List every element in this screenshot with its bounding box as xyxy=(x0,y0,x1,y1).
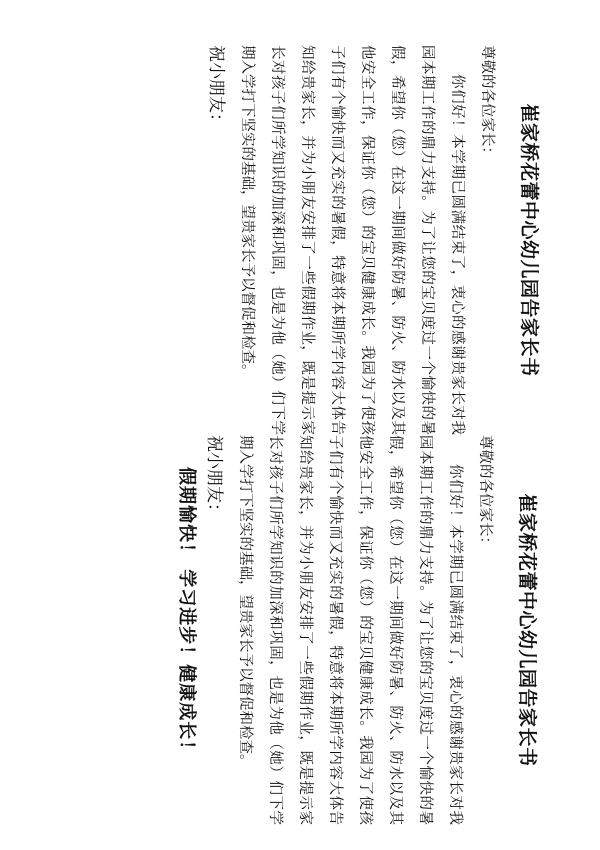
letter-body: 你们好！本学期已圆满结束了，衷心的感谢贵家长对我园本期工作的鼎力支持。为了让您的宝贝度过一个愉快的暑假，希望你（您）在这一期间做好防暑、防火、防水以及其他安全工作，保证你（您）的宝贝健康成长。我园为了使孩子们有个愉快而又充实的暑假，特意将本期所学内容大体告知给贵家长，并为小朋友安排了一些假期作业，既是提示家长对孩子们所学知识的加深和巩固，也是为他（她）们下学期入学打下坚实的基础，望贵家长予以督促和检查。 xyxy=(239,45,465,435)
letter-greeting: 尊敬的各位家长： xyxy=(479,45,495,161)
notice-letter-bottom xyxy=(147,435,542,825)
letter-wishes: 假期愉快！ 学习进步！健康成长！ xyxy=(176,467,197,760)
letter-closing: 祝小朋友： xyxy=(204,435,224,520)
letter-title: 崔家桥花蕾中心幼儿园告家长书 xyxy=(518,103,540,377)
letter-title: 崔家桥花蕾中心幼儿园告家长书 xyxy=(516,493,538,767)
letter-body: 你们好！本学期已圆满结束了，衷心的感谢贵家长对我园本期工作的鼎力支持。为了让您的宝贝度过一个愉快的暑假，希望你（您）在这一期间做好防暑、防火、防水以及其他安全工作，保证你（您）的宝贝健康成长。我园为了使孩子们有个愉快而又充实的暑假，特意将本期所学内容大体告知给贵家长，并为小朋友安排了一些假期作业，既是提示家长对孩子们所学知识的加深和巩固，也是为他（她）们下学期入学打下坚实的基础，望贵家长予以督促和检查。 xyxy=(237,435,463,825)
notice-letter-top xyxy=(149,45,544,435)
letter-closing: 祝小朋友： xyxy=(206,45,226,130)
letter-greeting: 尊敬的各位家长： xyxy=(477,435,493,551)
